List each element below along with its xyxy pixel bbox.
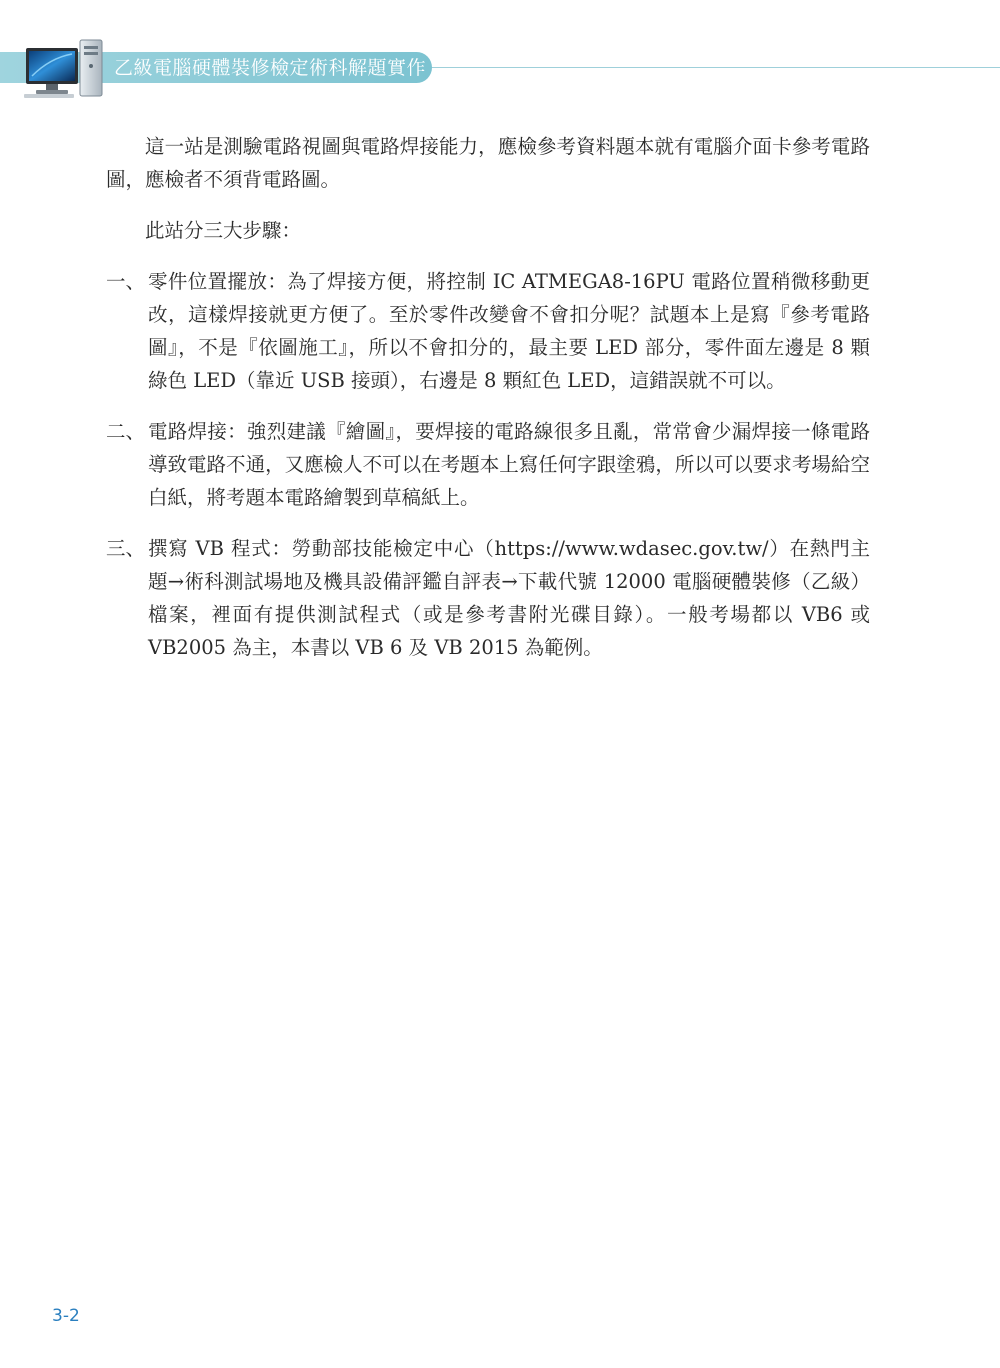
list-item <box>106 532 870 664</box>
list-item-marker: 二、 <box>106 420 146 443</box>
list-item-marker: 三、 <box>106 537 146 560</box>
list-item <box>106 415 870 514</box>
steps-heading: 此站分三大步驟： <box>145 219 302 242</box>
header-title: 乙級電腦硬體裝修檢定術科解題實作 <box>114 57 427 79</box>
list-item-text: 零件位置擺放：為了焊接方便，將控制 IC ATMEGA8-16PU 電路位置稍微移動更改，這樣焊接就更方便了。至於零件改變會不會扣分呢？試題本上是寫『參考電路圖』，不是『依圖施工』，所以不會扣分的，最主要 LED 部分，零件面左邊是 8 顆綠色 LED（靠近 USB 接頭），右邊是 8 顆紅色 LED，這錯誤就不可以。 <box>148 270 870 392</box>
list-item-text: 撰寫 VB 程式：勞動部技能檢定中心（https://www.wdasec.gov.tw/）在熱門主題→術科測試場地及機具設備評鑑自評表→下載代號 12000 電腦硬體裝修（乙級）檔案，裡面有提供測試程式（或是參考書附光碟目錄）。一般考場都以 VB6 或 VB2005 為主，本書以 VB 6 及 VB 2015 為範例。 <box>148 537 870 659</box>
page-content <box>106 130 870 682</box>
page-number: 3-2 <box>52 1306 80 1326</box>
desktop-computer-icon <box>22 36 110 100</box>
list-item-marker: 一、 <box>106 270 146 293</box>
list-item <box>106 265 870 397</box>
header-rule <box>420 67 1000 68</box>
page-header <box>0 0 1000 110</box>
list-item-text: 電路焊接：強烈建議『繪圖』，要焊接的電路線很多且亂，常常會少漏焊接一條電路導致電路不通，又應檢人不可以在考題本上寫任何字跟塗鴉，所以可以要求考場給空白紙，將考題本電路繪製到草稿紙上。 <box>148 420 870 509</box>
intro-paragraph: 這一站是測驗電路視圖與電路焊接能力，應檢參考資料題本就有電腦介面卡參考電路圖，應檢者不須背電路圖。 <box>106 135 870 191</box>
